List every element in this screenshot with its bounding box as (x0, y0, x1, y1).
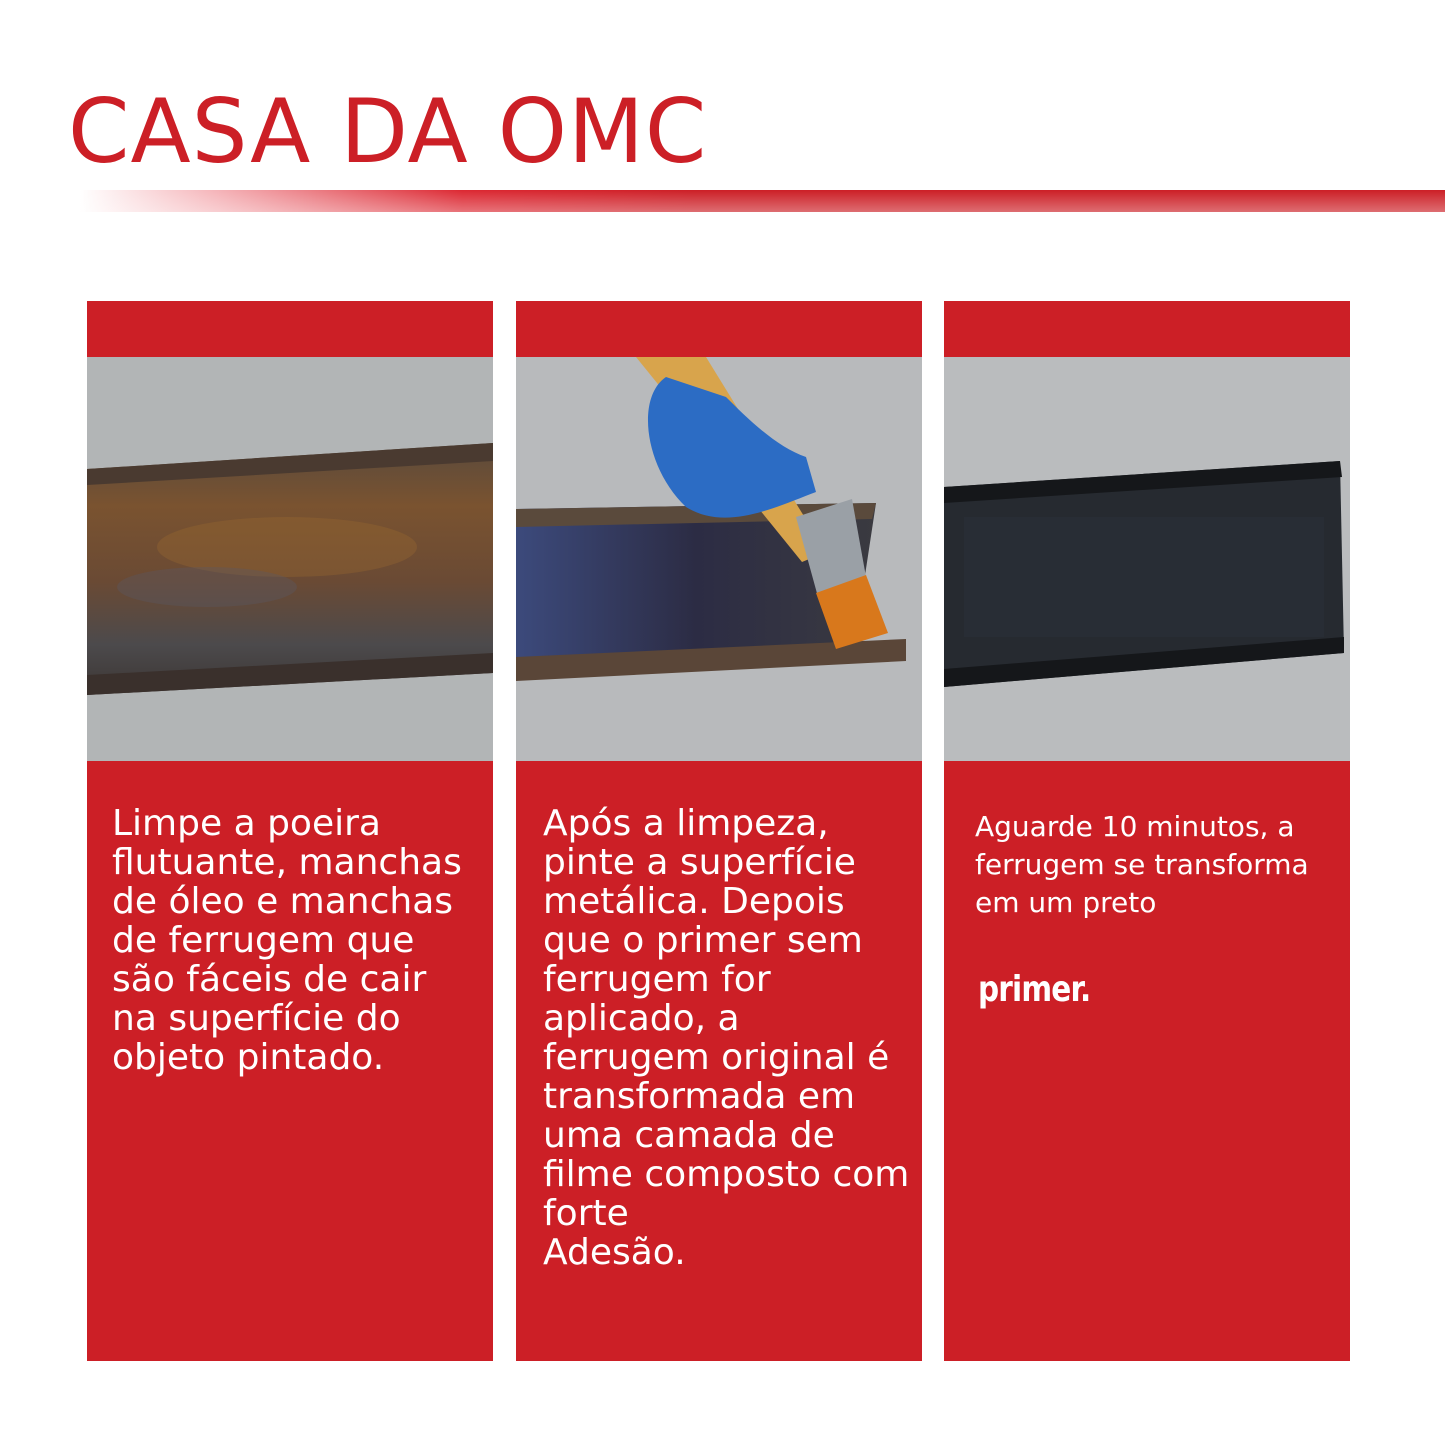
header-divider (80, 190, 1445, 212)
brush-painting-primer-photo (516, 357, 922, 761)
step-card-2 (516, 301, 922, 1361)
step-card-3 (944, 301, 1350, 1361)
step-1-text: Limpe a poeira flutuante, manchas de óleo e manchas de ferrugem que são fáceis de cair na superfície do objeto pintado. (112, 803, 462, 1078)
step-3-text: Aguarde 10 minutos, a ferrugem se transforma em um preto (975, 810, 1309, 919)
brand-title: CASA DA OMC (68, 80, 708, 183)
step-3-bold-text: primer. (978, 969, 1091, 1010)
step-2-body: Após a limpeza, pinte a superfície metálica. Depois que o primer sem ferrugem for aplicado, a ferrugem original é transformada em uma camada de filme composto com forte (543, 803, 910, 1234)
step-2-text (543, 804, 913, 1272)
black-primed-steel-photo (944, 357, 1350, 761)
step-card-1 (87, 301, 493, 1361)
rusty-steel-channel-photo (87, 357, 493, 761)
step-2-end: Adesão. (543, 1232, 686, 1273)
